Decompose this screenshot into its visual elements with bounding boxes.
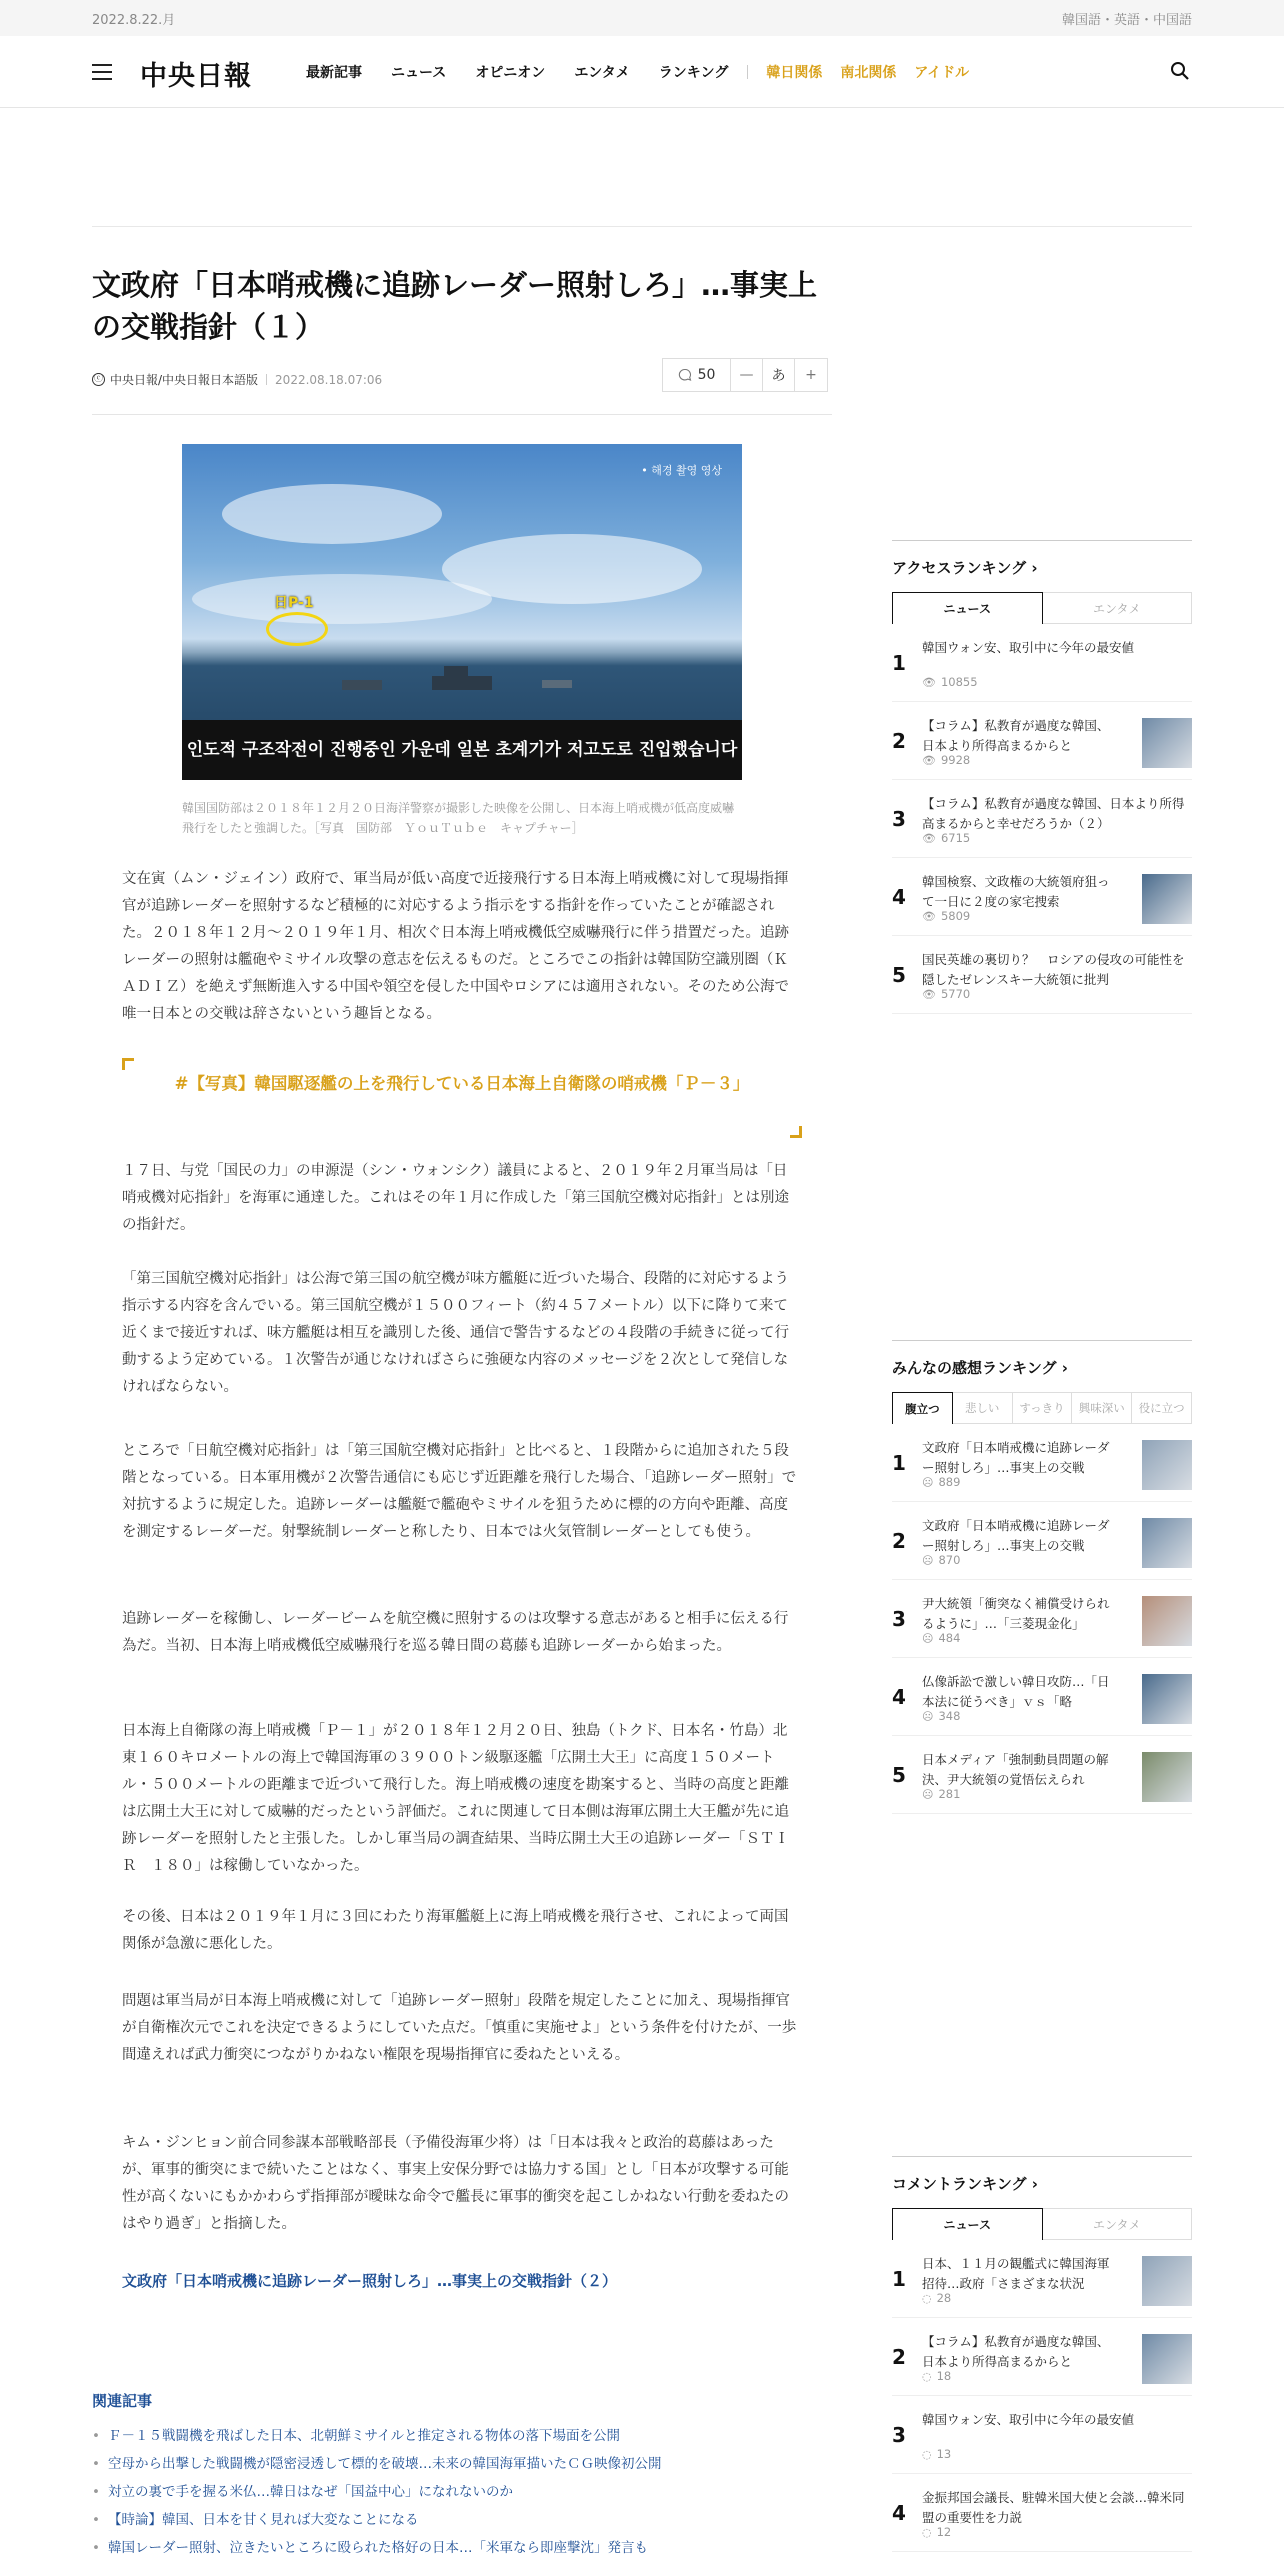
font-increase-button[interactable]: + [805,367,817,383]
view-icon: 👁 [922,831,936,845]
ranking-title: 【コラム】私教育が過度な韓国、日本より所得高まるからと [922,718,1110,753]
ranking-thumbnail [1142,2256,1192,2306]
view-icon: 👁 [922,987,936,1001]
ranking-number: 2 [892,729,906,753]
reaction-icon: ☹ [922,1631,934,1645]
ranking-number: 3 [892,807,906,831]
ranking-number: 1 [892,1451,906,1475]
ranking-number: 3 [892,2423,906,2447]
ranking-number: 4 [892,885,906,909]
ranking-count: 889 [938,1475,961,1489]
ranking-item[interactable] [892,1424,1192,1502]
ranking-number: 2 [892,2345,906,2369]
view-icon: 👁 [922,909,936,923]
reaction-ranking-tabs [892,1392,1192,1424]
article-paragraph: キム・ジンヒョン前合同参謀本部戦略部長（予備役海軍少将）は「日本は我々と政治的葛藤はあったが、軍事的衝突にまで続いたことはなく、事実上安保分野では協力する国」とし「日本が攻撃する可能性が高くないにもかかわらず指揮部が曖昧な命令で艦長に軍事的衝突を起こしかねない行動を委ねたのはやり過ぎ」と指摘した。 [122,2135,789,2232]
article-tools [662,358,828,392]
photo-caption: 韓国国防部は２０１８年１２月２０日海洋警察が撮影した映像を公開し、日本海上哨戒機が低高度威嚇飛行をしたと強調した。［写真 国防部 ＹｏｕＴｕｂｅ キャプチャー］ [182,801,735,835]
photo-link-block [122,1058,802,1138]
ranking-thumbnail [1142,1440,1192,1490]
current-date: 2022.8.22.月 [92,13,176,28]
ranking-item[interactable] [892,936,1192,1014]
ranking-number: 1 [892,2267,906,2291]
ranking-meta [922,2369,951,2383]
reaction-ranking-title[interactable] [892,1357,1192,1378]
nav-entertainment[interactable]: エンタメ [574,65,630,81]
tab-useful[interactable]: 役に立つ [1132,1392,1192,1424]
photo-cloud [222,484,442,544]
ranking-title-text: アクセスランキング [892,559,1027,577]
ranking-number: 4 [892,1685,906,1709]
ranking-item[interactable] [892,2474,1192,2552]
chevron-right-icon: › [1061,1359,1068,1377]
photo-highlight-ring [266,612,328,646]
site-logo[interactable]: 中央日報 [140,61,252,92]
access-ranking [892,540,1192,1014]
related-title: 関連記事 [92,2392,153,2410]
reaction-ranking [892,1340,1192,1814]
nav-news[interactable]: ニュース [391,65,447,81]
comment-ranking-tabs [892,2208,1192,2240]
ranking-item[interactable] [892,1736,1192,1814]
reaction-icon: ☹ [922,1475,934,1489]
view-icon: 👁 [922,675,936,689]
ranking-title: 文政府「日本哨戒機に追跡レーダー照射しろ」…事実上の交戦 [922,1440,1110,1475]
ranking-meta [922,675,978,689]
article-paragraph: 「第三国航空機対応指針」は公海で第三国の航空機が味方艦艇に近づいた場合、段階的に対応するよう指示する内容を含んでいる。第三国航空機が１５００フィート（約４５７メートル）以下に降りて来て近くまで接近すれば、味方艦艇は相互を識別した後、通信で警告するなどの４段階の手続きに従って行動するよう定めている。１次警告が通じなければさらに強硬な内容のメッセージを２次として発信しなければならない。 [122,1271,789,1395]
quote-mark-bottom [790,1126,802,1138]
article-paragraph: 文在寅（ムン・ジェイン）政府で、軍当局が低い高度で近接飛行する日本海上哨戒機に対して現場指揮官が追跡レーダーを照射するなど積極的に対応するよう指示をする指針を作っていたことが確認された。２０１８年１２月～２０１９年１月、相次ぐ日本海上哨戒機低空威嚇飛行に伴う措置だった。追跡レーダーの照射は艦砲やミサイル攻撃の意志を伝えるものだ。ところでこの指針は韓国防空識別圏（ＫＡＤＩＺ）を絶えず無断進入する中国や領空を侵した中国やロシアには適用されない。そのため公海で唯一日本との交戦は辞さないという趣旨となる。 [122,871,789,1022]
ranking-number: 5 [892,963,906,987]
ranking-thumbnail [1142,2334,1192,2384]
photo-caption-overlay: 인도적 구조작전이 진행중인 가운데 일본 초계기가 저고도로 진입했습니다 [182,720,742,780]
photo-ship [342,680,382,690]
photo-ship [432,676,492,690]
ranking-title: 日本メディア「強制動員問題の解決、尹大統領の覚悟伝えられ [922,1752,1109,1787]
ranking-title-text: みんなの感想ランキング [892,1359,1057,1377]
nav-latest[interactable]: 最新記事 [306,65,362,81]
ranking-count: 18 [936,2369,952,2383]
article-paragraph: 日本海上自衛隊の海上哨戒機「Ｐ－１」が２０１８年１２月２０日、独島（トクド、日本名・竹島）北東１６０キロメートルの海上で韓国海軍の３９００トン級駆逐艦「広開土大王」に高度１５０メートル・５００メートルの距離まで近づいて飛行した。海上哨戒機の速度を勘案すると、当時の高度と距離は広開土大王に対して威嚇的だったという評価だ。これに関連して日本側は海軍広開土大王艦が先に追跡レーダーを照射したと主張した。しかし軍当局の調査結果、当時広開土大王の追跡レーダー「ＳＴＩＲ １８０」は稼働していなかった。 [122,1723,789,1874]
tab-angry[interactable]: 腹立つ [892,1392,953,1424]
ranking-meta [922,1475,960,1489]
ranking-divider [892,1340,1192,1341]
access-ranking-list [892,624,1192,1014]
tab-interesting[interactable]: 興味深い [1072,1392,1132,1424]
ranking-title: 尹大統領「衝突なく補償受けられるように」…「三菱現金化」 [922,1596,1110,1631]
related-item[interactable]: • Ｆ－１５戦闘機を飛ばした日本、北朝鮮ミサイルと推定される物体の落下場面を公開 [92,2422,852,2450]
ranking-meta [922,1787,960,1801]
tab-news[interactable]: ニュース [892,592,1043,624]
ranking-count: 6715 [940,831,971,845]
ranking-title: 日本、１１月の観艦式に韓国海軍招待…政府「さまざまな状況 [922,2256,1110,2291]
ranking-thumbnail [1142,1674,1192,1724]
article-paragraph: 問題は軍当局が日本海上哨戒機に対して「追跡レーダー照射」段階を規定したことに加え、現場指揮官が自衛権次元でこれを決定できるようにしていた点だ。「慎重に実施せよ」という条件を付けたが、一歩間違えれば武力衝突につながりかねない権限を現場指揮官に委ねたといえる。 [122,1993,797,2063]
ranking-count: 348 [938,1709,961,1723]
comment-icon: ◌ [922,2525,932,2539]
ranking-title: 金振邦国会議長、駐韓米国大使と会談…韓米同盟の重要性を力説 [922,2490,1185,2525]
related-item[interactable]: • 空母から出撃した戦闘機が隠密浸透して標的を破壊…未来の韓国海軍描いたＣＧ映像初公開 [92,2450,852,2478]
font-size-label: あ [763,359,795,391]
ranking-title: 【コラム】私教育が過度な韓国、日本より所得高まるからと [922,2334,1110,2369]
comment-ranking-list [892,2240,1192,2552]
language-links[interactable]: 韓国語・英語・中国語 [1061,13,1192,28]
comment-ranking-title[interactable] [892,2173,1192,2194]
reaction-icon: ☹ [922,1787,934,1801]
ranking-number: 3 [892,1607,906,1631]
access-ranking-tabs [892,592,1192,624]
view-icon: 👁 [922,753,936,767]
article-title: 文政府「日本哨戒機に追跡レーダー照射しろ」…事実上の交戦指針（１） [92,268,818,344]
ranking-item[interactable] [892,780,1192,858]
ranking-divider [892,540,1192,541]
tab-sad[interactable]: 悲しい [953,1392,1013,1424]
tab-entertainment[interactable]: エンタメ [1043,592,1193,624]
ranking-divider [892,2156,1192,2157]
ranking-thumbnail [1142,1752,1192,1802]
nav-ranking[interactable]: ランキング [658,65,729,81]
ranking-title: 韓国ウォン安、取引中に今年の最安値 [922,640,1135,655]
related-item[interactable]: • 対立の裏で手を握る米仏…韓日はなぜ「国益中心」になれないのか [92,2478,852,2506]
site-header [0,36,1284,108]
copyright-icon: ⓒ [93,374,103,384]
article-paragraph: 追跡レーダーを稼働し、レーダービームを航空機に照射するのは攻撃する意志があると相手に伝える行為だ。当初、日本海上哨戒機低空威嚇飛行を巡る韓日間の葛藤も追跡レーダーから始まった。 [122,1611,789,1654]
ranking-thumbnail [1142,874,1192,924]
article-photo[interactable] [182,444,742,780]
ranking-number: 1 [892,651,906,675]
reaction-icon: ☹ [922,1709,934,1723]
quote-mark-top [122,1058,134,1070]
ranking-count: 5770 [940,987,971,1001]
comment-button[interactable] [663,359,731,391]
photo-ship [444,666,468,678]
comment-count: 50 [697,367,716,383]
tab-entertainment[interactable]: エンタメ [1043,2208,1193,2240]
access-ranking-title[interactable] [892,557,1192,578]
search-icon[interactable] [1170,61,1190,81]
nav-korea-japan[interactable]: 韓日関係 [766,65,823,81]
chevron-right-icon: › [1031,2175,1038,2193]
article-byline [92,371,382,388]
ranking-meta [922,753,970,767]
ranking-count: 5809 [940,909,971,923]
next-article-link[interactable]: 文政府「日本哨戒機に追跡レーダー照射しろ」…事実上の交戦指針（２） [122,2272,618,2290]
ranking-count: 870 [938,1553,961,1567]
comment-icon: ◌ [922,2447,932,2461]
ranking-count: 12 [936,2525,952,2539]
tab-refreshing[interactable]: すっきり [1013,1392,1073,1424]
ranking-thumbnail [1142,1518,1192,1568]
chevron-right-icon: › [1031,559,1038,577]
ranking-item[interactable] [892,1658,1192,1736]
related-list [92,2422,852,2562]
comment-icon: ◌ [922,2369,932,2383]
ranking-number: 4 [892,2501,906,2525]
ranking-meta [922,2525,951,2539]
photo-ship [542,680,572,688]
ranking-count: 10855 [940,675,978,689]
ranking-item[interactable] [892,624,1192,702]
ranking-meta [922,1553,960,1567]
nav-idol[interactable]: アイドル [914,65,970,81]
nav-north-south[interactable]: 南北関係 [840,65,897,81]
ranking-title: 【コラム】私教育が過度な韓国、日本より所得高まるからと幸せだろうか（２） [922,796,1185,831]
article-paragraph: ところで「日航空機対応指針」は「第三国航空機対応指針」と比べると、１段階からに追加された５段階となっている。日本軍用機が２次警告通信にも応じず近距離を飛行した場合、「追跡レーダー照射」で対抗するように規定した。追跡レーダーは艦艇で艦砲やミサイルを狙うために標的の方向や距離、高度を測定するレーダーだ。射撃統制レーダーと称したり、日本では火気管制レーダーとしても使う。 [122,1443,797,1540]
ranking-meta [922,1631,960,1645]
main-nav [306,62,987,82]
ranking-count: 13 [936,2447,952,2461]
ranking-thumbnail [1142,718,1192,768]
ranking-meta [922,987,970,1001]
font-decrease-button[interactable]: — [731,359,763,391]
ranking-item[interactable] [892,2396,1192,2474]
ranking-count: 9928 [940,753,971,767]
ranking-title: 国民英雄の裏切り？ ロシアの侵攻の可能性を隠したゼレンスキー大統領に批判 [922,952,1185,987]
ranking-count: 281 [938,1787,961,1801]
ranking-item[interactable] [892,858,1192,936]
ranking-title: 韓国ウォン安、取引中に今年の最安値 [922,2412,1135,2427]
ranking-meta [922,2291,951,2305]
comment-icon: ◌ [922,2291,932,2305]
ranking-item[interactable] [892,2240,1192,2318]
ranking-item[interactable] [892,2318,1192,2396]
ranking-title: 韓国検察、文政権の大統領府狙って一日に２度の家宅捜索 [922,874,1110,909]
photo-cloud [192,574,492,624]
comment-icon [678,368,692,382]
ranking-item[interactable] [892,702,1192,780]
ranking-title: 文政府「日本哨戒機に追跡レーダー照射しろ」…事実上の交戦 [922,1518,1110,1553]
photo-link[interactable]: #【写真】韓国駆逐艦の上を飛行している日本海上自衛隊の哨戒機「Ｐ－３」 [174,1074,750,1093]
ranking-meta [922,831,970,845]
ranking-thumbnail [1142,1596,1192,1646]
comment-ranking [892,2156,1192,2552]
reaction-icon: ☹ [922,1553,934,1567]
ranking-number: 5 [892,1763,906,1787]
article-paragraph: １７日、与党「国民の力」の申源湜（シン・ウォンシク）議員によると、２０１９年２月軍当局は「日哨戒機対応指針」を海軍に通達した。これはその年１月に作成した「第三国航空機対応指針」とは別途の指針だ。 [122,1163,789,1233]
menu-icon[interactable] [92,64,112,80]
ranking-item[interactable] [892,1502,1192,1580]
nav-divider [747,65,748,79]
ranking-meta [922,2447,951,2461]
ranking-title: 仏像訴訟で激しい韓日攻防…「日本法に従うべき」ｖｓ「略 [922,1674,1110,1709]
related-item[interactable]: • 韓国レーダー照射、泣きたいところに殴られた格好の日本…「米軍なら即座撃沈」発言も [92,2534,852,2562]
byline-source: 中央日報/中央日報日本語版 [110,373,259,387]
ranking-count: 28 [936,2291,952,2305]
photo-p1-label: 日P-1 [274,595,314,611]
byline-divider [266,374,267,385]
ad-divider [92,226,1192,227]
ranking-item[interactable] [892,1580,1192,1658]
article-divider [92,414,832,415]
photo-watermark: • 해경 촬영 영상 [641,464,722,477]
article-paragraph: その後、日本は２０１９年１月に３回にわたり海軍艦艇上に海上哨戒機を飛行させ、これによって両国関係が急激に悪化した。 [122,1909,789,1952]
top-bar [0,0,1284,36]
reaction-ranking-list [892,1424,1192,1814]
ranking-meta [922,1709,960,1723]
related-item[interactable]: • 【時論】韓国、日本を甘く見れば大変なことになる [92,2506,852,2534]
tab-news[interactable]: ニュース [892,2208,1043,2240]
nav-opinion[interactable]: オピニオン [475,65,546,81]
article-timestamp: 2022.08.18.07:06 [275,372,383,387]
ranking-count: 484 [938,1631,961,1645]
ranking-meta [922,909,970,923]
ranking-number: 2 [892,1529,906,1553]
ranking-title-text: コメントランキング [892,2175,1027,2193]
